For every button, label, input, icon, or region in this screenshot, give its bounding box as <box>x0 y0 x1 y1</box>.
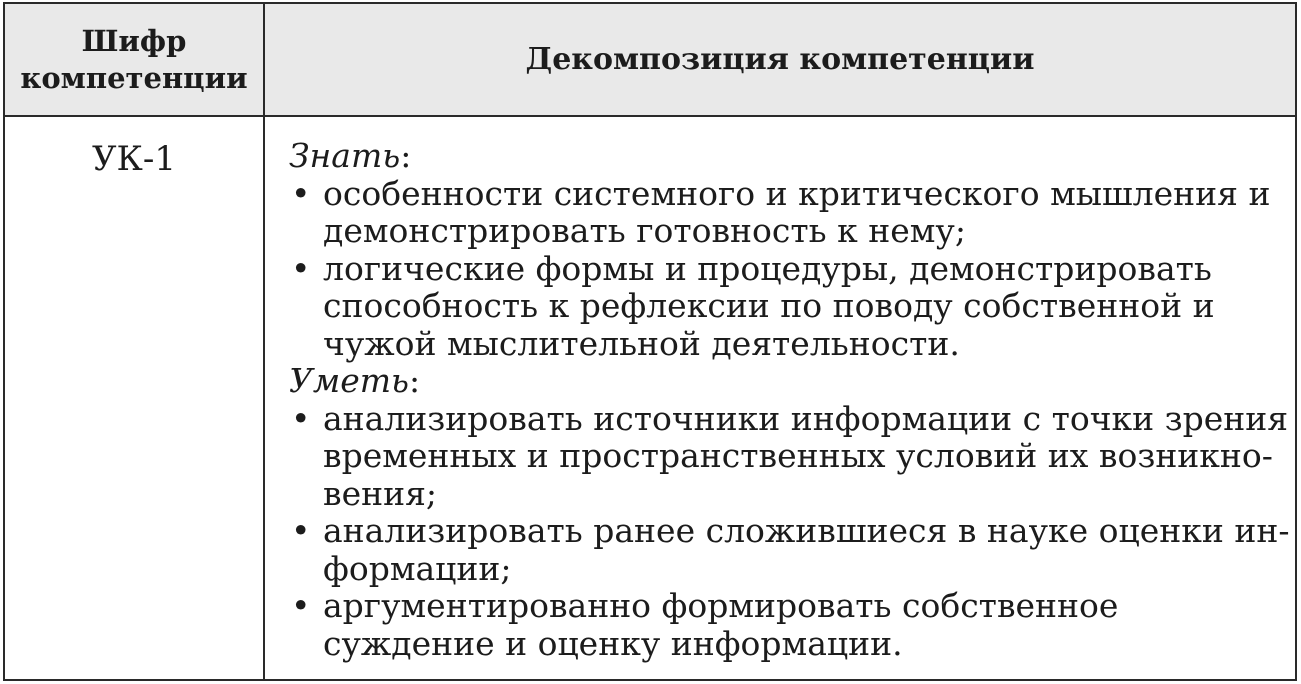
header-code-line1: Шифр <box>81 23 187 58</box>
list-item <box>289 175 1294 250</box>
decomposition-cell <box>289 137 1294 662</box>
section-title-can: Уметь: <box>289 361 421 400</box>
bullet-icon: • <box>291 511 311 550</box>
table-header-row <box>5 4 1295 117</box>
list-item <box>289 587 1294 662</box>
list-item-text: особенности системного и критического мышления и демонстрировать готовность к нему; <box>323 173 1271 250</box>
competency-table <box>3 2 1297 681</box>
column-divider <box>263 4 265 679</box>
bullet-icon: • <box>291 248 311 288</box>
list-item-text: логические формы и процедуры, демонстрировать способность к рефлексии по поводу собственной и чужой мыслительной деятельности. <box>323 248 1215 363</box>
can-list <box>289 400 1294 663</box>
list-item <box>289 512 1294 587</box>
list-item-text: анализировать ранее сложившиеся в науке оценки ин-формации; <box>323 511 1290 588</box>
bullet-icon: • <box>291 398 311 438</box>
header-code-line2: компетенции <box>20 60 248 95</box>
section-title-can-text: Уметь <box>289 361 409 400</box>
list-item-text: аргументированно формировать собственное суждение и оценку информации. <box>323 586 1119 663</box>
list-item-text: анализировать источники информации с точки зрения временных и пространственных условий их возникно-вения; <box>323 398 1289 513</box>
header-competency-code <box>5 4 263 115</box>
competency-code-cell: УК-1 <box>91 139 176 179</box>
section-title-know-text: Знать <box>289 136 401 175</box>
list-item <box>289 250 1294 363</box>
list-item <box>289 400 1294 513</box>
bullet-icon: • <box>291 586 311 625</box>
know-list <box>289 175 1294 363</box>
section-title-know: Знать: <box>289 136 412 175</box>
bullet-icon: • <box>291 173 311 213</box>
header-decomposition: Декомпозиция компетенции <box>525 42 1035 77</box>
